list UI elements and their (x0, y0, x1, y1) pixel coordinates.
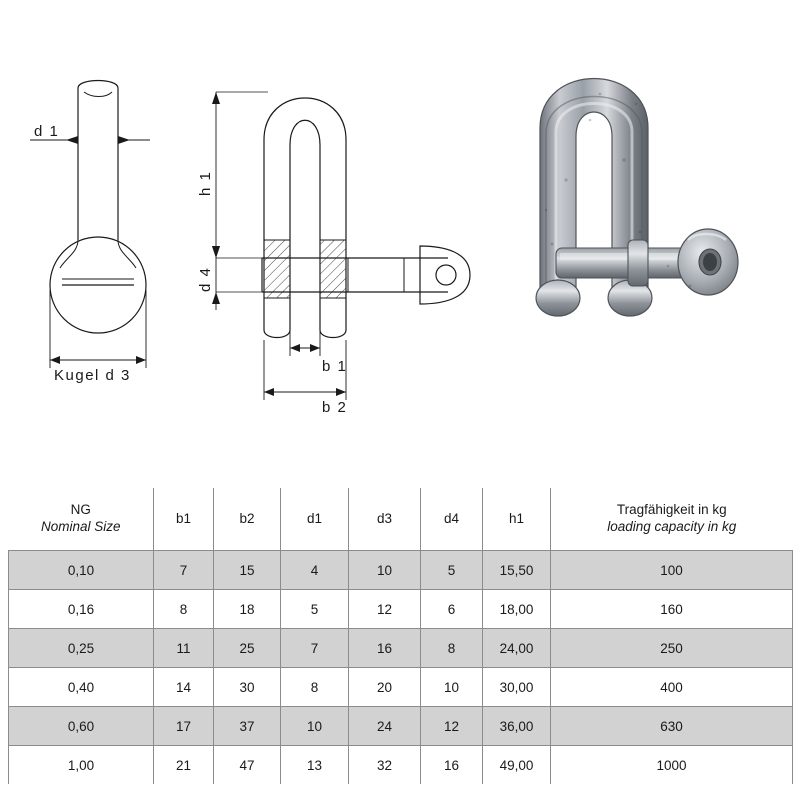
cell-b2: 18 (214, 590, 281, 629)
table-body (9, 551, 793, 785)
cell-capacity: 160 (551, 590, 793, 629)
table-row (9, 707, 793, 746)
column-header-capacity-line1: Tragfähigkeit in kg (616, 502, 727, 518)
cell-capacity: 1000 (551, 746, 793, 785)
label-d1: d 1 (34, 123, 60, 140)
table-header-row (9, 488, 793, 551)
column-header-d1-label: d1 (306, 510, 323, 526)
table-header (9, 488, 793, 551)
cell-ng: 0,25 (9, 629, 154, 668)
cell-d3: 10 (349, 551, 421, 590)
column-header-h1 (483, 488, 551, 551)
column-header-ng (9, 488, 154, 551)
cell-d4: 5 (421, 551, 483, 590)
cell-d3: 32 (349, 746, 421, 785)
cell-d1: 4 (281, 551, 349, 590)
cell-ng: 1,00 (9, 746, 154, 785)
cell-ng: 0,10 (9, 551, 154, 590)
table-row (9, 668, 793, 707)
column-header-ng-line2: Nominal Size (40, 519, 121, 534)
cell-d4: 6 (421, 590, 483, 629)
cell-d3: 20 (349, 668, 421, 707)
table-row (9, 746, 793, 785)
cell-b1: 8 (154, 590, 214, 629)
side-view-b1-dimension (290, 300, 320, 356)
table-row (9, 590, 793, 629)
cell-d3: 12 (349, 590, 421, 629)
cell-d3: 24 (349, 707, 421, 746)
cell-b1: 7 (154, 551, 214, 590)
specifications-table-container (8, 488, 792, 784)
column-header-b2-label: b2 (239, 510, 255, 526)
side-view-drawing (262, 98, 470, 338)
label-d4: d 4 (197, 266, 214, 292)
cell-b1: 17 (154, 707, 214, 746)
cell-d1: 7 (281, 629, 349, 668)
column-header-d4 (421, 488, 483, 551)
cell-capacity: 400 (551, 668, 793, 707)
cell-b2: 30 (214, 668, 281, 707)
column-header-d3-label: d3 (376, 510, 393, 526)
column-header-capacity (551, 488, 793, 551)
column-header-d4-label: d4 (443, 510, 460, 526)
column-header-d1 (281, 488, 349, 551)
cell-b1: 11 (154, 629, 214, 668)
column-header-d3 (349, 488, 421, 551)
cell-b2: 47 (214, 746, 281, 785)
column-header-b2 (214, 488, 281, 551)
cell-d4: 8 (421, 629, 483, 668)
cell-d3: 16 (349, 629, 421, 668)
label-kugel-d3: Kugel d 3 (54, 367, 131, 384)
cell-ng: 0,40 (9, 668, 154, 707)
cell-d1: 13 (281, 746, 349, 785)
cell-h1: 36,00 (483, 707, 551, 746)
cell-h1: 30,00 (483, 668, 551, 707)
cell-d1: 8 (281, 668, 349, 707)
cell-h1: 18,00 (483, 590, 551, 629)
label-b2: b 2 (322, 399, 348, 416)
cell-d4: 16 (421, 746, 483, 785)
cell-b2: 25 (214, 629, 281, 668)
cell-b2: 37 (214, 707, 281, 746)
cell-b2: 15 (214, 551, 281, 590)
cell-ng: 0,16 (9, 590, 154, 629)
table-row (9, 551, 793, 590)
column-header-capacity-line2: loading capacity in kg (607, 519, 737, 534)
cell-capacity: 630 (551, 707, 793, 746)
table-row (9, 629, 793, 668)
column-header-b1 (154, 488, 214, 551)
front-view-drawing (50, 81, 146, 334)
cell-h1: 15,50 (483, 551, 551, 590)
cell-b1: 14 (154, 668, 214, 707)
specifications-table (8, 488, 793, 784)
cell-d1: 10 (281, 707, 349, 746)
front-view-d3-dimension (50, 290, 146, 368)
galvanized-d-shackle-photo (536, 79, 738, 317)
label-b1: b 1 (322, 358, 348, 375)
cell-capacity: 100 (551, 551, 793, 590)
column-header-b1-label: b1 (175, 510, 192, 526)
cell-d4: 10 (421, 668, 483, 707)
side-view-d4-dimension (212, 246, 262, 310)
cell-d1: 5 (281, 590, 349, 629)
cell-h1: 24,00 (483, 629, 551, 668)
label-h1: h 1 (197, 170, 214, 196)
column-header-h1-label: h1 (508, 510, 525, 526)
column-header-ng-line1: NG (70, 502, 91, 518)
cell-capacity: 250 (551, 629, 793, 668)
cell-b1: 21 (154, 746, 214, 785)
cell-h1: 49,00 (483, 746, 551, 785)
cell-d4: 12 (421, 707, 483, 746)
side-view-h1-dimension (212, 92, 268, 258)
cell-ng: 0,60 (9, 707, 154, 746)
